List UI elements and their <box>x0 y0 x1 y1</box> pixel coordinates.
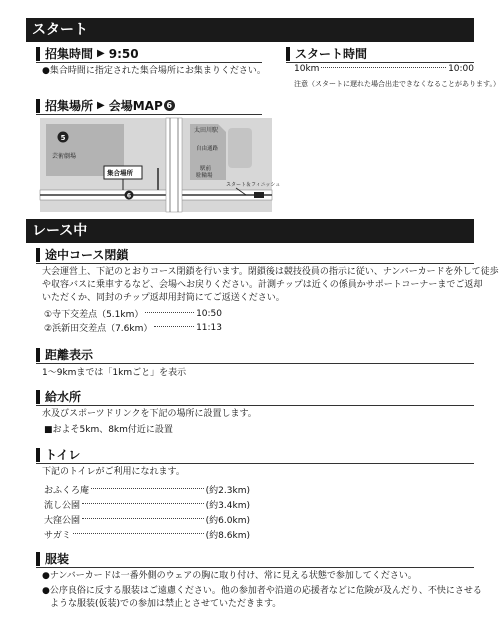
closure-point-time: 10:50 <box>196 308 222 319</box>
divider <box>36 363 474 364</box>
toilet-name: おふくろ庵 <box>44 486 90 496</box>
closure-text-2: や収容バスに乗車するなど、会場へお戻りください。計測チップは近くの係員かサポートコーナーまでご返却 <box>42 280 483 290</box>
heading-label: スタート時間 <box>295 47 368 61</box>
closure-text-3: いただくか、同封のチップ返却用封筒にてご返送ください。 <box>42 293 285 303</box>
gathering-time-heading <box>36 45 139 62</box>
closure-point-time: 11:13 <box>196 322 222 333</box>
toilet-row <box>44 498 250 511</box>
heading-label: 服装 <box>45 552 70 566</box>
toilet-heading <box>36 446 80 463</box>
divider <box>36 463 474 464</box>
parking-block <box>228 128 252 168</box>
start-gate-icon <box>254 192 264 198</box>
stadium-label: 芸術劇場 <box>52 153 77 160</box>
start-time-value: 10:00 <box>448 64 474 74</box>
closure-point-row <box>44 307 222 320</box>
heading-mark <box>36 248 40 262</box>
station-front-label: 駅前 <box>200 166 212 172</box>
arrow-icon: ▶ <box>97 48 105 59</box>
toilet-row <box>44 528 250 541</box>
marker-6-label: 6 <box>126 192 132 200</box>
water-station-heading <box>36 388 81 405</box>
venue-map <box>40 118 281 212</box>
start-finish-label: スタート＆フィニッシュ <box>226 182 281 188</box>
arrow-icon: ▶ <box>97 100 105 111</box>
closure-text-1: 大会運営上、下記のとおりコース閉鎖を行います。閉鎖後は競技役員の指示に従い、ナンバーカードを外して徒歩 <box>42 267 499 277</box>
toilet-row <box>44 483 250 496</box>
railway <box>166 118 182 212</box>
divider <box>36 263 474 264</box>
start-time-heading <box>286 45 367 62</box>
toilet-row <box>44 513 250 526</box>
heading-mark <box>36 348 40 362</box>
closure-point-name: ①寺下交差点（5.1km） <box>44 310 144 320</box>
closure-point-row <box>44 321 222 334</box>
gate-label: 自由通路 <box>196 146 219 152</box>
heading-label: 招集場所 <box>45 99 94 113</box>
leader-dots <box>82 518 204 519</box>
heading-mark <box>286 47 290 61</box>
closure-point-name: ②浜新田交差点（7.6km） <box>44 324 153 334</box>
gathering-time-value: 9:50 <box>108 46 139 61</box>
leader-dots <box>91 488 204 489</box>
toilet-distance: (約3.4km) <box>205 501 250 511</box>
leader-dots <box>154 326 194 327</box>
gathering-place-heading <box>36 97 175 114</box>
toilet-name: 流し公園 <box>44 501 81 511</box>
heading-label: 距離表示 <box>45 348 94 362</box>
section-title: スタート <box>32 22 88 38</box>
attire-item-2-line-2: ような服装(仮装)での参加は禁止とさせていただきます。 <box>50 599 282 609</box>
map-label: 会場MAP <box>108 99 163 113</box>
marker-5-label: 5 <box>60 134 66 142</box>
divider <box>36 62 262 63</box>
attire-item-1: ●ナンバーカードは一番外側のウェアの胸に取り付け、常に見える状態で参加してください。 <box>42 571 417 581</box>
heading-mark <box>36 390 40 404</box>
gathering-note: ●集合時間に指定された集合場所にお集まりください。 <box>42 66 266 76</box>
section-title: レース中 <box>32 223 88 239</box>
heading-mark <box>36 47 40 61</box>
map-number-badge: 6 <box>164 100 175 111</box>
toilet-distance: (約8.6km) <box>205 531 250 541</box>
gathering-spot-label: 集合場所 <box>107 169 133 177</box>
heading-mark <box>36 552 40 566</box>
heading-mark <box>36 99 40 113</box>
start-time-note: 注意（スタートに遅れた場合出走できなくなることがあります。） <box>294 80 500 88</box>
toilet-name: サガミ <box>44 531 71 541</box>
heading-label: トイレ <box>45 448 81 462</box>
water-station-text: 水及びスポーツドリンクを下記の場所に設置します。 <box>42 409 257 419</box>
water-station-location: ■およそ5km、8km付近に設置 <box>44 425 173 435</box>
divider <box>36 567 474 568</box>
section-bar-start <box>26 18 474 42</box>
heading-mark <box>36 448 40 462</box>
leader-dots <box>145 312 194 313</box>
toilet-name: 大窪公園 <box>44 516 81 526</box>
road-closure-heading <box>36 246 128 263</box>
start-distance: 10km <box>294 64 320 74</box>
toilet-distance: (約6.0km) <box>205 516 250 526</box>
station-label: 太田川駅 <box>194 127 219 134</box>
start-time-row <box>294 64 474 74</box>
section-bar-race <box>26 219 474 243</box>
leader-dots <box>321 67 446 68</box>
parking-label: 駐輪場 <box>196 173 213 179</box>
distance-display-text: 1～9kmまでは「1kmごと」を表示 <box>42 368 187 378</box>
attire-heading <box>36 550 69 567</box>
divider <box>286 62 474 63</box>
divider <box>36 405 474 406</box>
leader-dots <box>73 533 204 534</box>
leader-dots <box>82 503 204 504</box>
distance-display-heading <box>36 346 93 363</box>
heading-label: 途中コース閉鎖 <box>45 248 129 262</box>
heading-label: 給水所 <box>45 390 82 404</box>
toilet-distance: (約2.3km) <box>205 486 250 496</box>
toilet-text: 下記のトイレがご利用になれます。 <box>42 467 185 477</box>
divider <box>36 114 262 115</box>
attire-item-2-line-1: ●公序良俗に反する服装はご遠慮ください。他の参加者や沿道の応援者などに危険が及んだり、不快にさせる <box>42 586 482 596</box>
heading-label: 招集時間 <box>45 47 94 61</box>
